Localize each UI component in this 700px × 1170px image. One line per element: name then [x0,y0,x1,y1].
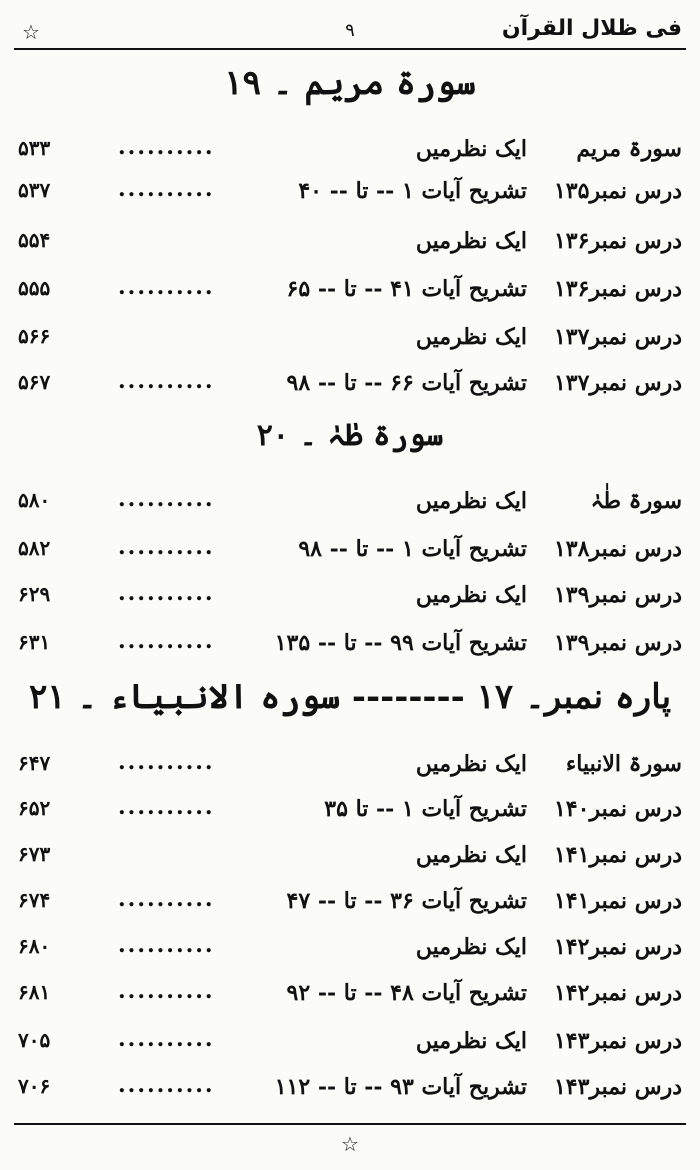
lesson-label: درس نمبر۱۴۱ [553,842,682,868]
lesson-description: تشریح آیات ۳۶ -- تا -- ۴۷ [286,888,527,914]
dot-leader: .......... [118,794,215,820]
dot-leader: .......... [118,978,215,1004]
dot-leader: .......... [118,749,215,775]
lesson-description: تشریح آیات ۶۶ -- تا -- ۹۸ [286,370,527,396]
lesson-description: تشریح آیات ۹۹ -- تا -- ۱۳۵ [274,630,527,656]
star-icon: ☆ [22,20,40,44]
lesson-description: تشریح آیات ۱ -- تا -- ۴۰ [298,178,527,204]
page-ref: ۶۸۱ [18,980,51,1004]
lesson-description: ایک نظرمیں [415,324,527,350]
dot-leader: .......... [118,176,215,202]
lesson-label: درس نمبر۱۴۳ [553,1074,682,1100]
lesson-description: ایک نظرمیں [415,934,527,960]
lesson-label: درس نمبر۱۳۸ [553,536,682,562]
page-ref: ۶۳۱ [18,630,51,654]
dot-leader: .......... [118,886,215,912]
toc-row [18,130,682,172]
dot-leader: .......... [118,134,215,160]
lesson-label: درس نمبر۱۳۷ [553,324,682,350]
section-title-taha: سورۃ طٰہٰ ۔ ۲۰ [256,418,444,453]
star-icon: ☆ [341,1132,359,1156]
page-ref: ۵۵۵ [18,276,51,300]
page-header [14,14,686,50]
dot-leader: .......... [118,932,215,958]
lesson-label: درس نمبر۱۴۰ [553,796,682,822]
page-number: ۹ [345,20,355,41]
lesson-label: درس نمبر۱۴۲ [553,980,682,1006]
page-ref: ۶۷۳ [18,842,51,866]
lesson-label: سورۃ طٰہٰ [590,488,682,514]
dot-leader: .......... [118,534,215,560]
lesson-label: درس نمبر۱۴۱ [553,888,682,914]
page-ref: ۵۸۲ [18,536,51,560]
lesson-label: درس نمبر۱۳۹ [553,630,682,656]
lesson-label: درس نمبر۱۴۳ [553,1028,682,1054]
dot-leader: .......... [118,368,215,394]
toc-row [18,270,682,312]
lesson-label: درس نمبر۱۳۶ [553,276,682,302]
toc-row [18,172,682,214]
dot-leader: .......... [118,1072,215,1098]
lesson-description: ایک نظرمیں [415,488,527,514]
lesson-label: سورۃ الانبیاء [565,751,682,777]
toc-row [18,836,682,878]
page-ref: ۵۶۷ [18,370,51,394]
toc-row [18,482,682,524]
book-title: فی ظلال القرآن [501,16,682,41]
toc-row [18,318,682,360]
lesson-description: ایک نظرمیں [415,136,527,162]
dot-leader: .......... [118,580,215,606]
lesson-description: ایک نظرمیں [415,1028,527,1054]
lesson-description: ایک نظرمیں [415,228,527,254]
page-ref: ۶۲۹ [18,582,51,606]
lesson-description: تشریح آیات ۴۸ -- تا -- ۹۲ [286,980,527,1006]
section-title-anbiya: پارہ نمبر۔ ۱۷ -------- سورہ الانبیاء ۔ ۲۱ [28,677,672,717]
dot-leader: .......... [118,1026,215,1052]
lesson-label: درس نمبر۱۳۷ [553,370,682,396]
toc-row [18,928,682,970]
lesson-description: تشریح آیات ۱ -- تا -- ۹۸ [298,536,527,562]
toc-row [18,576,682,618]
toc-row [18,222,682,264]
lesson-description: ایک نظرمیں [415,842,527,868]
section-title-maryam: سورۃ مریم ۔ ۱۹ [224,63,476,103]
page-ref: ۵۳۷ [18,178,51,202]
page-ref: ۶۴۷ [18,751,51,775]
page-ref: ۵۳۳ [18,136,51,160]
toc-row [18,790,682,832]
lesson-label: درس نمبر۱۳۶ [553,228,682,254]
dot-leader: .......... [118,628,215,654]
lesson-description: تشریح آیات ۹۳ -- تا -- ۱۱۲ [274,1074,527,1100]
page-ref: ۶۷۴ [18,888,51,912]
lesson-label: درس نمبر۱۴۲ [553,934,682,960]
page-ref: ۶۵۲ [18,796,51,820]
lesson-description: تشریح آیات ۴۱ -- تا -- ۶۵ [286,276,527,302]
lesson-description: ایک نظرمیں [415,751,527,777]
lesson-label: درس نمبر۱۳۵ [553,178,682,204]
toc-row [18,882,682,924]
page-ref: ۷۰۶ [18,1074,51,1098]
footer-divider [14,1123,686,1125]
dot-leader: .......... [118,274,215,300]
lesson-description: ایک نظرمیں [415,582,527,608]
toc-row [18,1068,682,1110]
lesson-label: درس نمبر۱۳۹ [553,582,682,608]
toc-row [18,745,682,787]
page-ref: ۵۵۴ [18,228,51,252]
page-ref: ۷۰۵ [18,1028,51,1052]
dot-leader: .......... [118,486,215,512]
lesson-description: تشریح آیات ۱ -- تا ۳۵ [324,796,527,822]
toc-row [18,624,682,666]
toc-row [18,530,682,572]
page-ref: ۶۸۰ [18,934,51,958]
page-ref: ۵۶۶ [18,324,51,348]
page-ref: ۵۸۰ [18,488,51,512]
lesson-label: سورۃ مریم [576,136,682,162]
toc-row [18,364,682,406]
toc-row [18,974,682,1016]
toc-row [18,1022,682,1064]
